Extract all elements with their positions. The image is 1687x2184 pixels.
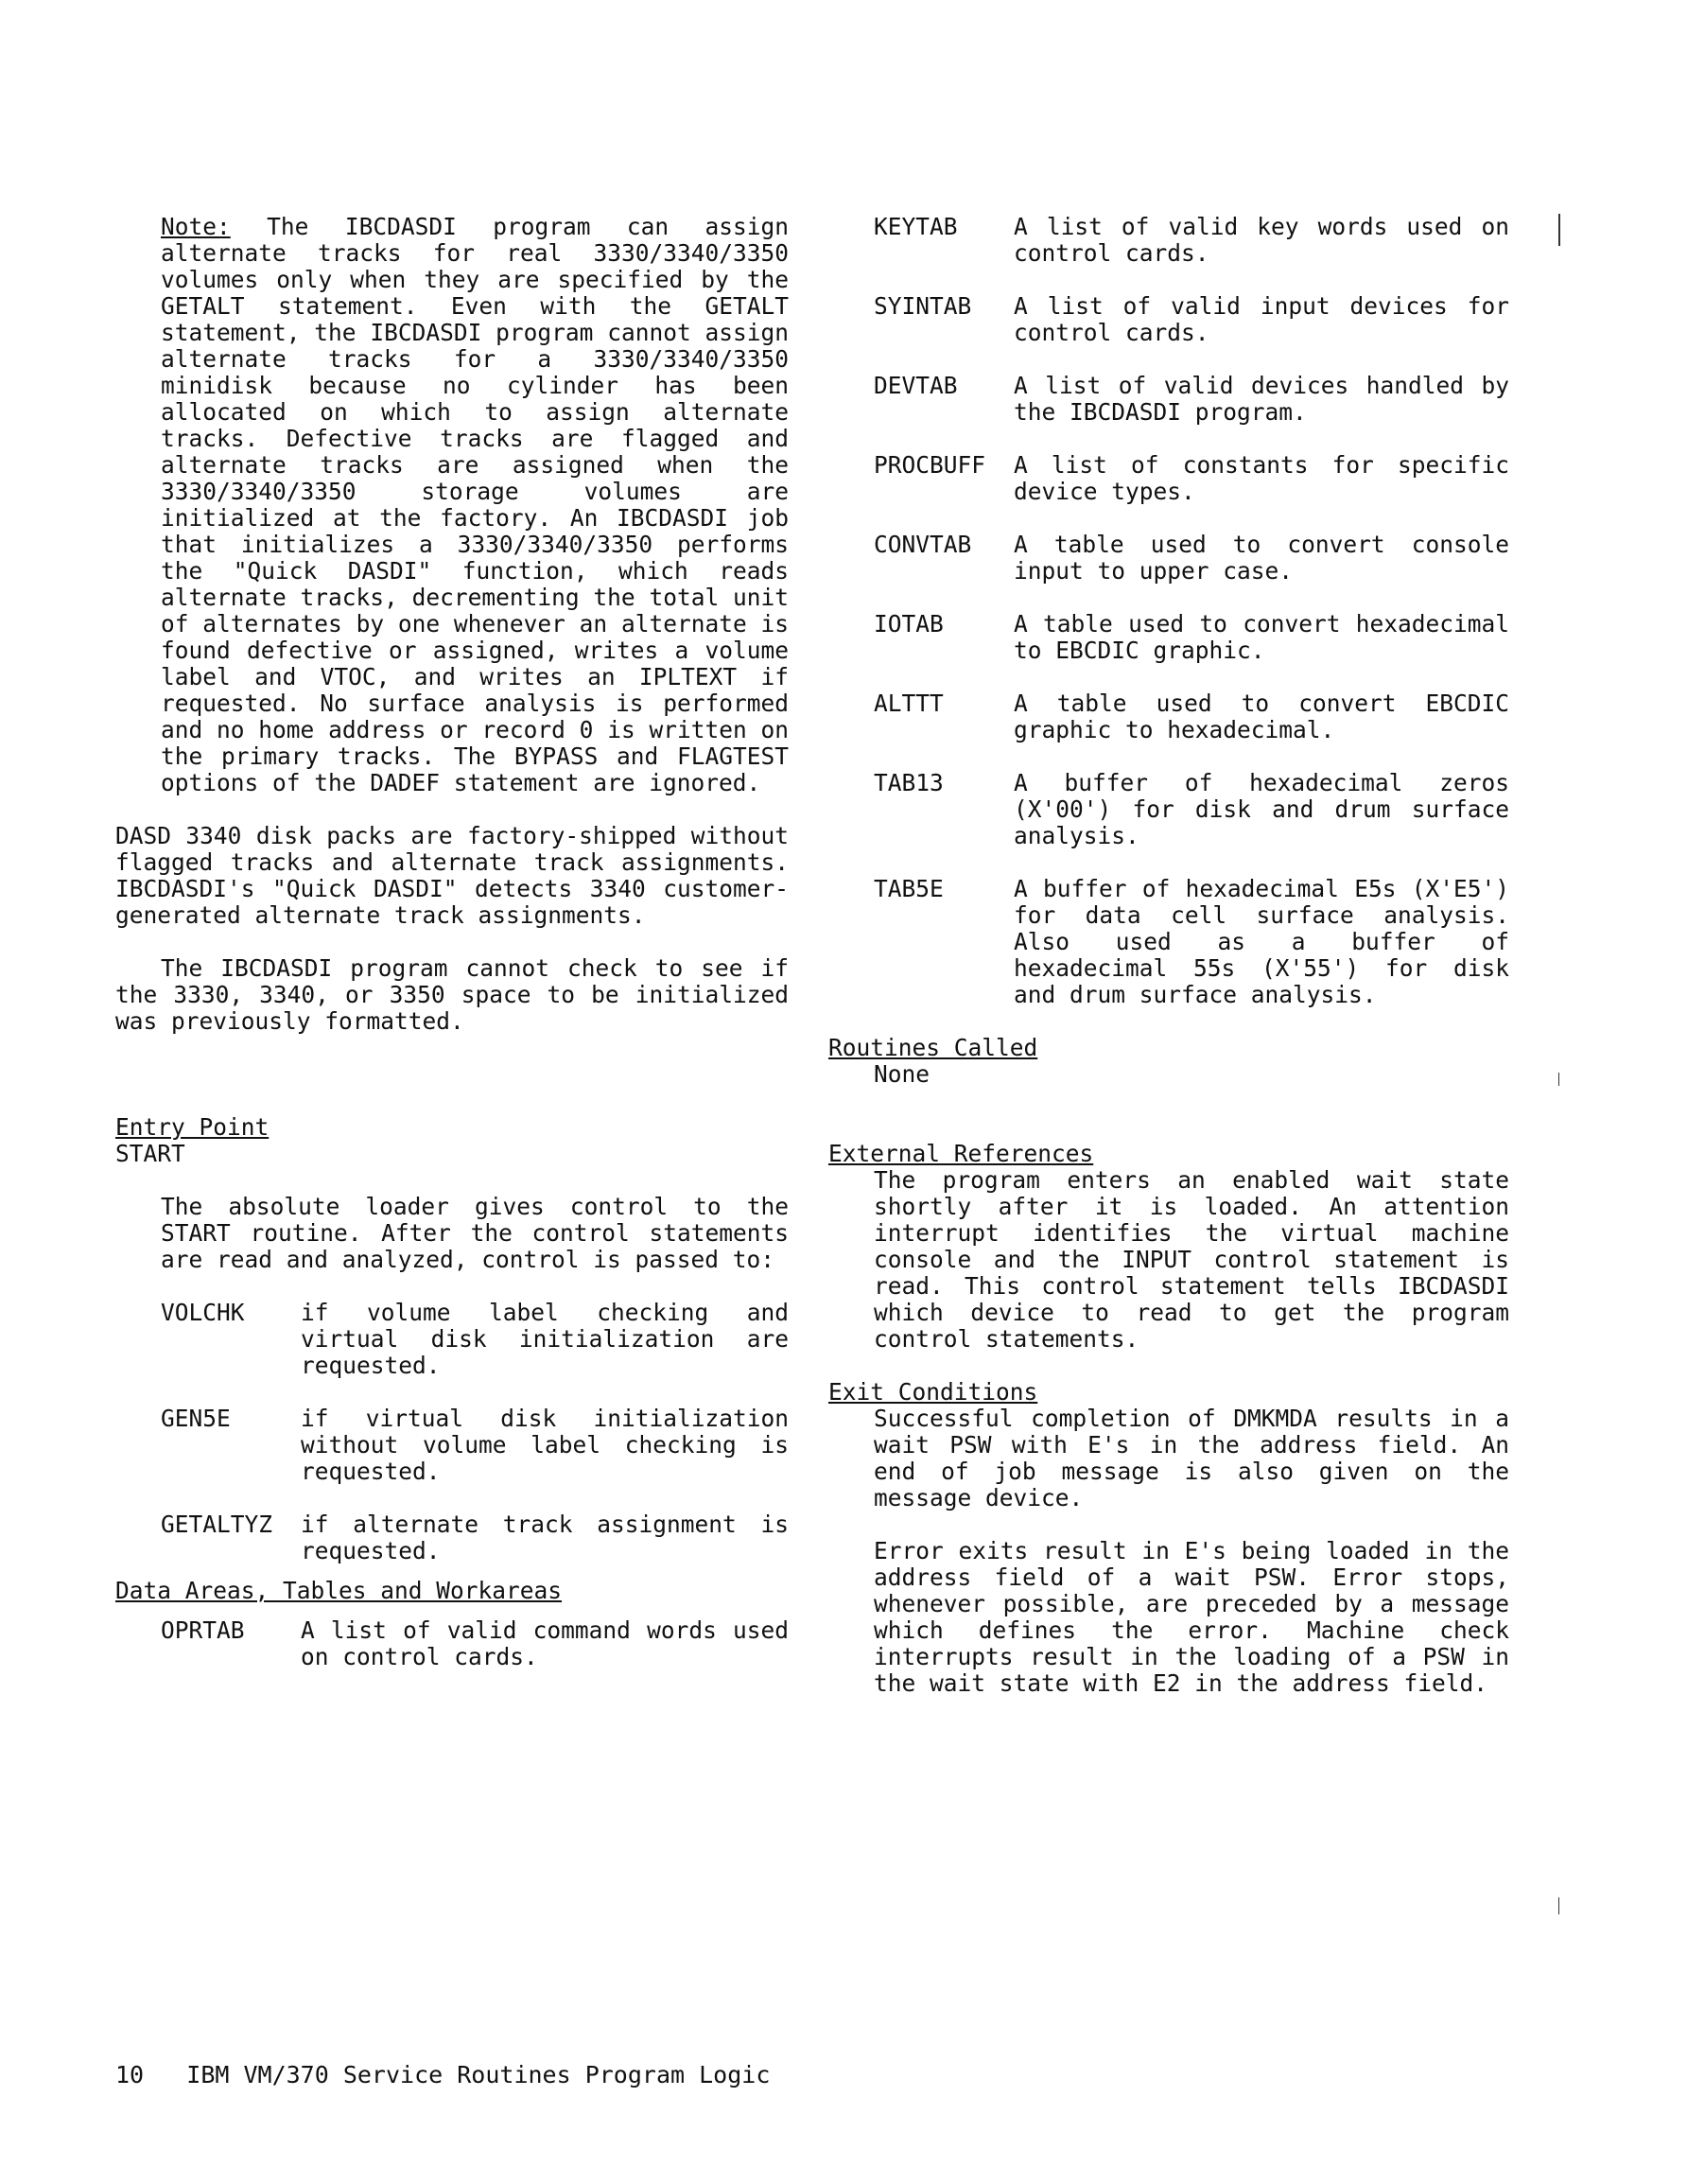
dasd-paragraph: DASD 3340 disk packs are factory-shipped without flagged tracks and alternate track assignments. IBCDASDI's "Quick DASDI" detects 3340 customer-generated alternate track assignments. xyxy=(115,822,789,929)
margin-mark xyxy=(1558,1897,1559,1914)
table-desc: A list of valid input devices for control cards. xyxy=(1014,292,1509,346)
note-paragraph xyxy=(115,214,789,796)
oprtab-item xyxy=(115,1617,789,1670)
control-item xyxy=(115,1300,789,1379)
margin-mark xyxy=(1558,214,1560,246)
routines-called-value: None xyxy=(874,1060,930,1088)
data-areas-heading: Data Areas, Tables and Workareas xyxy=(115,1577,563,1604)
oprtab-key: OPRTAB xyxy=(161,1616,245,1644)
exit-conditions-text-1: Successful completion of DMKMDA results in a wait PSW with E's in the address field. An end of job message is also given on the message device. xyxy=(874,1405,1509,1511)
table-key: ALTTT xyxy=(874,690,944,717)
table-entry xyxy=(828,293,1509,346)
exit-conditions-heading: Exit Conditions xyxy=(828,1378,1038,1406)
table-desc: A list of constants for specific device types. xyxy=(1014,451,1509,505)
table-desc: A buffer of hexadecimal E5s (X'E5') for data cell surface analysis. Also used as a buffer of hexadecimal 55s (X'55') for disk and drum surface analysis. xyxy=(1014,875,1509,1008)
control-item-key: GEN5E xyxy=(161,1405,231,1432)
table-key: SYINTAB xyxy=(874,292,972,320)
exit-conditions-text-2: Error exits result in E's being loaded in the address field of a wait PSW. Error stops, whenever possible, are preceded by a message which defines the error. Machine check interrupts result in the loading of a PSW in the wait state with E2 in the address field. xyxy=(874,1537,1509,1697)
control-item-desc: if virtual disk initialization without volume label checking is requested. xyxy=(301,1405,789,1485)
table-desc: A list of valid key words used on control cards. xyxy=(1014,213,1509,267)
left-column xyxy=(115,214,789,1697)
loader-paragraph: The absolute loader gives control to the START routine. After the control statements are read and analyzed, control is passed to: xyxy=(161,1193,789,1273)
entry-point-value: START xyxy=(115,1140,185,1167)
control-item xyxy=(115,1406,789,1485)
table-entry xyxy=(828,532,1509,585)
table-key: IOTAB xyxy=(874,610,944,638)
table-desc: A table used to convert hexadecimal to EBCDIC graphic. xyxy=(1014,610,1509,664)
control-item-key: VOLCHK xyxy=(161,1299,245,1326)
table-key: TAB5E xyxy=(874,875,944,902)
check-paragraph: The IBCDASDI program cannot check to see if the 3330, 3340, or 3350 space to be initialized was previously formatted. xyxy=(115,954,789,1035)
table-entry xyxy=(828,611,1509,664)
table-desc: A list of valid devices handled by the IBCDASDI program. xyxy=(1014,372,1509,426)
control-item-desc: if alternate track assignment is requested. xyxy=(301,1511,789,1564)
table-entry xyxy=(828,373,1509,426)
control-item-key: GETALTYZ xyxy=(161,1511,273,1538)
table-entry xyxy=(828,876,1509,1008)
entry-point-heading: Entry Point xyxy=(115,1113,270,1141)
external-references-heading: External References xyxy=(828,1140,1094,1167)
right-column xyxy=(828,214,1509,1697)
table-key: TAB13 xyxy=(874,769,944,796)
control-item xyxy=(115,1511,789,1564)
page-number: 10 xyxy=(115,2061,145,2088)
table-desc: A buffer of hexadecimal zeros (X'00') for disk and drum surface analysis. xyxy=(1014,769,1509,849)
oprtab-desc: A list of valid command words used on control cards. xyxy=(301,1616,789,1670)
external-references-text: The program enters an enabled wait state shortly after it is loaded. An attention interrupt identifies the virtual machine console and the INPUT control statement is read. This control statement tells IBCDASDI which device to read to get the program control statements. xyxy=(874,1166,1509,1353)
table-key: CONVTAB xyxy=(874,531,972,558)
note-text: The IBCDASDI program can assign alternate tracks for real 3330/3340/3350 volumes only when they are specified by the GETALT statement. Even with the GETALT statement, the IBCDASDI program cannot assign alternate tracks for a 3330/3340/3350 minidisk because no cylinder has been allocated on which to assign alternate tracks. Defective tracks are flagged and alternate tracks are assigned when the 3330/3340/3350 storage volumes are initialized at the factory. An IBCDASDI job that initializes a 3330/3340/3350 performs the "Quick DASDI" function, which reads alternate tracks, decrementing the total unit of alternates by one whenever an alternate is found defective or assigned, writes a volume label and VTOC, and writes an IPLTEXT if requested. No surface analysis is performed and no home address or record 0 is written on the primary tracks. The BYPASS and FLAGTEST options of the DADEF statement are ignored. xyxy=(161,213,789,796)
note-label: Note: xyxy=(161,213,231,240)
table-entry xyxy=(828,690,1509,743)
table-entry xyxy=(828,770,1509,849)
page-footer xyxy=(115,2062,770,2088)
control-item-desc: if volume label checking and virtual disk initialization are requested. xyxy=(301,1299,789,1379)
routines-called-heading: Routines Called xyxy=(828,1034,1038,1061)
table-key: DEVTAB xyxy=(874,372,958,399)
table-key: PROCBUFF xyxy=(874,451,986,479)
table-desc: A table used to convert EBCDIC graphic to hexadecimal. xyxy=(1014,690,1509,743)
table-desc: A table used to convert console input to upper case. xyxy=(1014,531,1509,585)
table-entry xyxy=(828,214,1509,267)
footer-title: IBM VM/370 Service Routines Program Logic xyxy=(186,2061,771,2088)
table-key: KEYTAB xyxy=(874,213,958,240)
table-entry xyxy=(828,452,1509,505)
margin-mark xyxy=(1558,1073,1559,1086)
